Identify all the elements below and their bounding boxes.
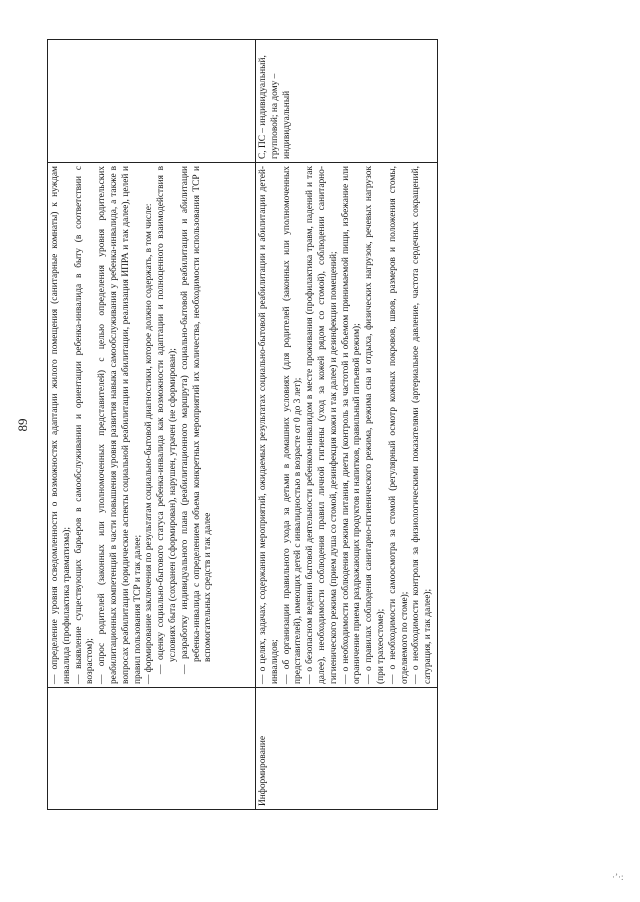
row1-content: [48, 163, 256, 688]
list-item: — опрос родителей (законных или уполномоченных представителей) с целью определения уровня родительских реабилитационных компетенций в части повышения уровня развития навыка самообслуживания у ребенка-инвалида, а также в вопросах реабилитации (юридические аспекты социальной реабилитации и абилитации, реализация ИПРА и так далее), целей и правил пользования ТСР и так далее;: [97, 166, 143, 684]
table-row: [256, 40, 438, 810]
list-item: — формирование заключения по результатам социально-бытовой диагностики, которое должно содержать, в том числе:: [144, 203, 155, 684]
sub-list-item: — разработку индивидуального плана (реабилитационного маршрута) социально-бытовой реабилитации и абилитации ребенка-инвалида с определением объема конкретных мероприятий их количества, необходимости использования ТСР и вспомогательных средств и так далее: [179, 166, 214, 674]
list-item: — о безопасном ведении бытовой деятельности ребенком-инвалидом в месте проживания (профилактика травм, падений и так далее), необходимости соблюдения правил личной гигиены (уход за кожей рядом со стомой), соблюдении санитарно-гигиенического режима (прием душа со стомой, дезинфекция кожи и так далее) и дезинфекции помещений;: [305, 166, 339, 684]
list-item: — о необходимости контроля за физиологическими показателями (артериальное давление, частота сердечных сокращений, сатурация, и так далее);: [411, 166, 434, 684]
list-item: — о необходимости самоосмотра за стомой (регулярный осмотр кожных покровов, швов, размеров и положения стомы, отделяемого по стоме);: [387, 166, 410, 684]
rotated-content: [7, 40, 587, 810]
row2-forms: С, ПС – индивидуальный, групповой; на дому – индивидуальный: [256, 40, 438, 163]
row2-content: [256, 163, 438, 688]
row1-forms: [48, 40, 256, 163]
list-item: — о правилах соблюдения санитарно-гигиенического режима, режима сна и отдыха, физических нагрузок, речевых нагрузок (при трахеостоме);: [364, 166, 386, 684]
page-number: 89: [15, 418, 30, 432]
table-row: [48, 40, 256, 810]
list-item: — выявление существующих барьеров в самообслуживании и ориентации ребенка-инвалида в быту (в соответствии с возрастом);: [73, 166, 96, 684]
list-item: — определение уровня осведомленности о возможностях адаптации жилого помещения (санитарные комнаты) к нуждам инвалида (профилактика травматизма);: [50, 166, 72, 684]
list-item: — о необходимости соблюдения режима питания, диеты (контроль за частотой и объемом принимаемой пищи, избежание или ограничение приема раздражающих продуктов и напитков, правильный питьевой режим);: [340, 166, 363, 684]
list-item: — об организации правильного ухода за детьми в домашних условиях (для родителей (законных или уполномоченных представителей), имеющих детей с инвалидностью в возрасте от 0 до 3 лет);: [281, 166, 304, 684]
rehabilitation-table: [47, 39, 438, 810]
corner-mark: ·ʼ·:: [612, 872, 624, 882]
list-item: — о целях, задачах, содержании мероприятий, ожидаемых результатах социально-бытовой реабилитации и абилитации детей-инвалидов;: [258, 166, 280, 684]
sub-list-item: — оценку социально-бытового статуса ребенка-инвалида как возможности адаптации и полноценного взаимодействия в условиях быта (сохранен (сформирован), нарушен, утрачен (не сформирован);: [156, 166, 178, 674]
row2-label: Информирование: [256, 688, 438, 810]
row1-label: [48, 688, 256, 810]
